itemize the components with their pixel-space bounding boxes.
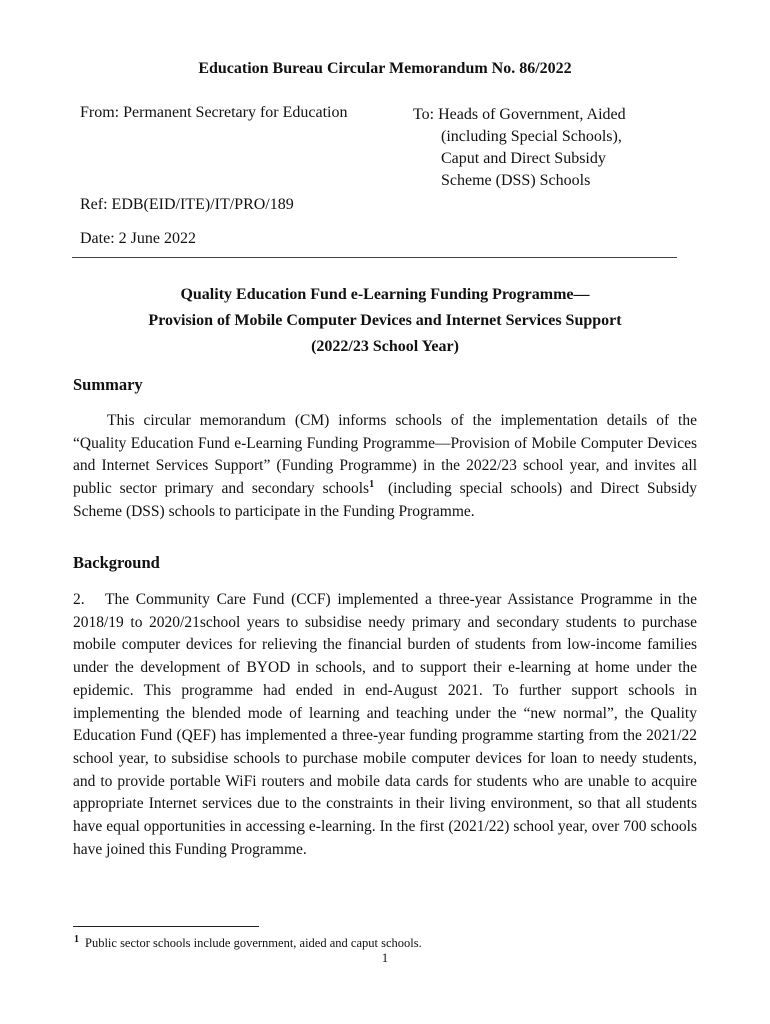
memo-ref: Ref: EDB(EID/ITE)/IT/PRO/189 bbox=[80, 196, 294, 213]
paragraph-number: 2. bbox=[73, 591, 85, 608]
page-number: 1 bbox=[381, 951, 389, 965]
footnote-reference[interactable]: 1 bbox=[369, 478, 375, 490]
subject-title bbox=[0, 282, 770, 360]
memo-to-line: Scheme (DSS) Schools bbox=[441, 172, 591, 189]
memo-to bbox=[413, 104, 626, 192]
footnote-divider bbox=[73, 926, 259, 927]
summary-text-part-1: This circular memorandum (CM) informs schools of the implementation details of the “Quality Education Fund e-Learning Funding Programme—Provision of Mobile Computer Devices and Internet Services Support” (Funding Programme) in the 2022/23 school year, and invites all public sector primary and secondary schools bbox=[73, 412, 697, 498]
footnote-mark: 1 bbox=[74, 934, 79, 945]
memo-from: From: Permanent Secretary for Education bbox=[80, 104, 348, 121]
memo-date: Date: 2 June 2022 bbox=[80, 230, 196, 247]
footnote bbox=[74, 934, 422, 951]
background-paragraph bbox=[73, 589, 697, 861]
subject-line-2: Provision of Mobile Computer Devices and Internet Services Support bbox=[148, 312, 622, 329]
summary-text-part-2: (including special schools) and Direct Subsidy Scheme (DSS) schools to participate in the Funding Programme. bbox=[73, 480, 697, 520]
header-divider bbox=[72, 257, 677, 258]
background-text: The Community Care Fund (CCF) implemented a three-year Assistance Programme in the 2018/19 to 2020/21school years to subsidise needy primary and secondary students to purchase mobile computer devices for relieving the financial burden of students from low-income families under the development of BYOD in schools, and to support their e-learning at home under the epidemic. This programme had ended in end-August 2021. To further support schools in implementing the blended mode of learning and teaching under the “new normal”, the Quality Education Fund (QEF) has implemented a three-year funding programme starting from the 2021/22 school year, to subsidise schools to purchase mobile computer devices for loan to needy students, and to provide portable WiFi routers and mobile data cards for students who are unable to acquire appropriate Internet services due to the constraints in their living environment, so that all students have equal opportunities in accessing e-learning. In the first (2021/22) school year, over 700 schools have joined this Funding Programme. bbox=[73, 591, 697, 858]
memo-to-line: Caput and Direct Subsidy bbox=[441, 150, 606, 167]
summary-heading: Summary bbox=[73, 375, 143, 394]
memo-to-line: To: Heads of Government, Aided bbox=[413, 106, 626, 123]
memo-title: Education Bureau Circular Memorandum No. 86/2022 bbox=[198, 60, 572, 77]
footnote-text: Public sector schools include government, aided and caput schools. bbox=[85, 936, 422, 951]
subject-line-1: Quality Education Fund e-Learning Funding Programme— bbox=[180, 286, 590, 303]
summary-paragraph bbox=[73, 410, 697, 524]
memo-to-line: (including Special Schools), bbox=[441, 128, 622, 145]
background-heading: Background bbox=[73, 553, 160, 572]
subject-line-3: (2022/23 School Year) bbox=[311, 338, 459, 355]
